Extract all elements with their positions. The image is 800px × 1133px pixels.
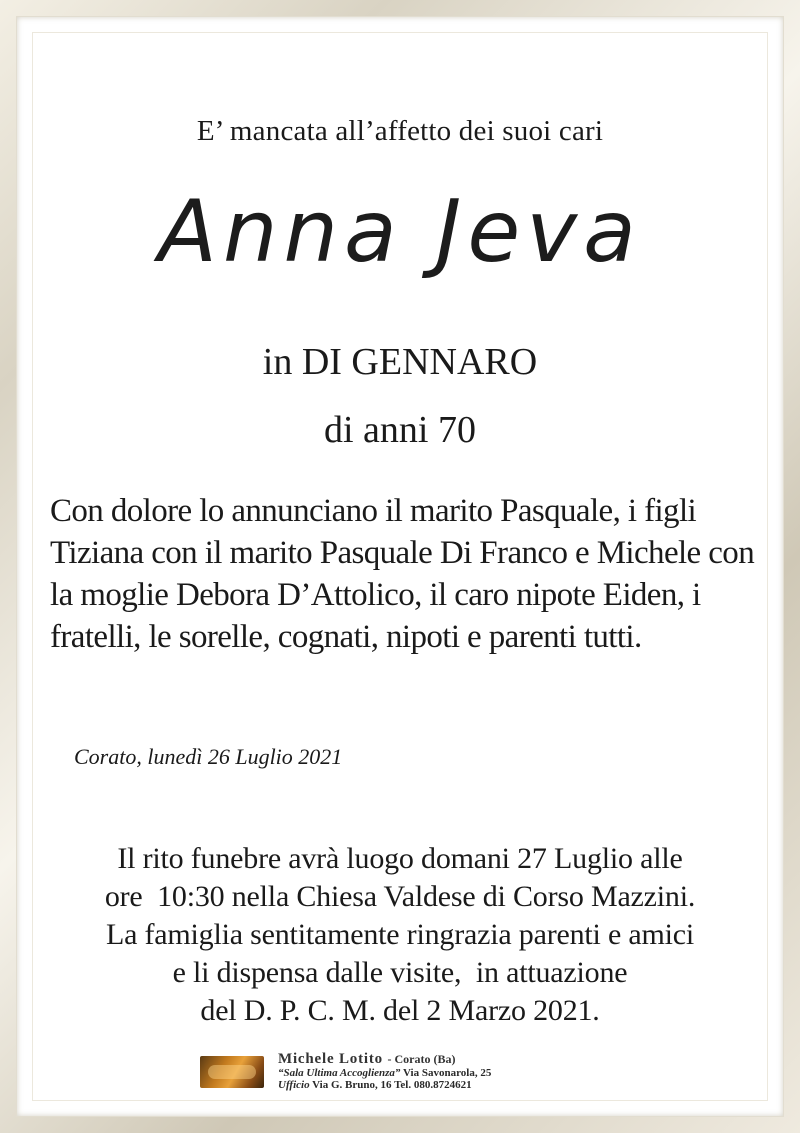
funeral-info: [0, 840, 800, 1030]
place-date: Corato, lunedì 26 Luglio 2021: [74, 744, 343, 769]
logo-highlight: [208, 1065, 256, 1079]
age-text: di anni 70: [324, 409, 476, 451]
married-name: in DI GENNARO: [262, 341, 538, 383]
company-city: - Corato (Ba): [387, 1052, 456, 1066]
funeral-line: e li dispensa dalle visite, in attuazione: [172, 956, 628, 989]
funeral-line: ore 10:30 nella Chiesa Valdese di Corso Mazzini.: [104, 880, 696, 913]
funeral-home-logo-icon: [200, 1056, 264, 1088]
hall-address: Via Savonarola, 25: [403, 1067, 492, 1079]
office-address: Via G. Bruno, 16: [312, 1079, 392, 1091]
funeral-home-footer: [200, 1052, 620, 1092]
deceased-name: Anna Jeva: [158, 182, 642, 282]
funeral-home-title: [278, 1052, 618, 1067]
funeral-home-info: [278, 1052, 618, 1091]
office-phone: Tel. 080.8724621: [394, 1079, 472, 1091]
funeral-line: del D. P. C. M. del 2 Marzo 2021.: [200, 994, 600, 1027]
office-label: Ufficio: [278, 1079, 310, 1091]
funeral-line: La famiglia sentitamente ringrazia parenti e amici: [105, 918, 695, 951]
announcement-text: Con dolore lo annunciano il marito Pasquale, i figli Tiziana con il marito Pasquale Di Franco e Michele con la moglie Debora D’Attolico, il caro nipote Eiden, i fratelli, le sorelle, cognati, nipoti e parenti tutti.: [50, 493, 755, 655]
intro-text: E’ mancata all’affetto dei suoi cari: [196, 115, 604, 147]
hall-name: “Sala Ultima Accoglienza”: [278, 1067, 401, 1079]
funeral-line: Il rito funebre avrà luogo domani 27 Luglio alle: [117, 842, 683, 875]
office-line: [278, 1079, 618, 1091]
hall-line: [278, 1067, 618, 1079]
company-name: Michele Lotito: [278, 1051, 383, 1067]
